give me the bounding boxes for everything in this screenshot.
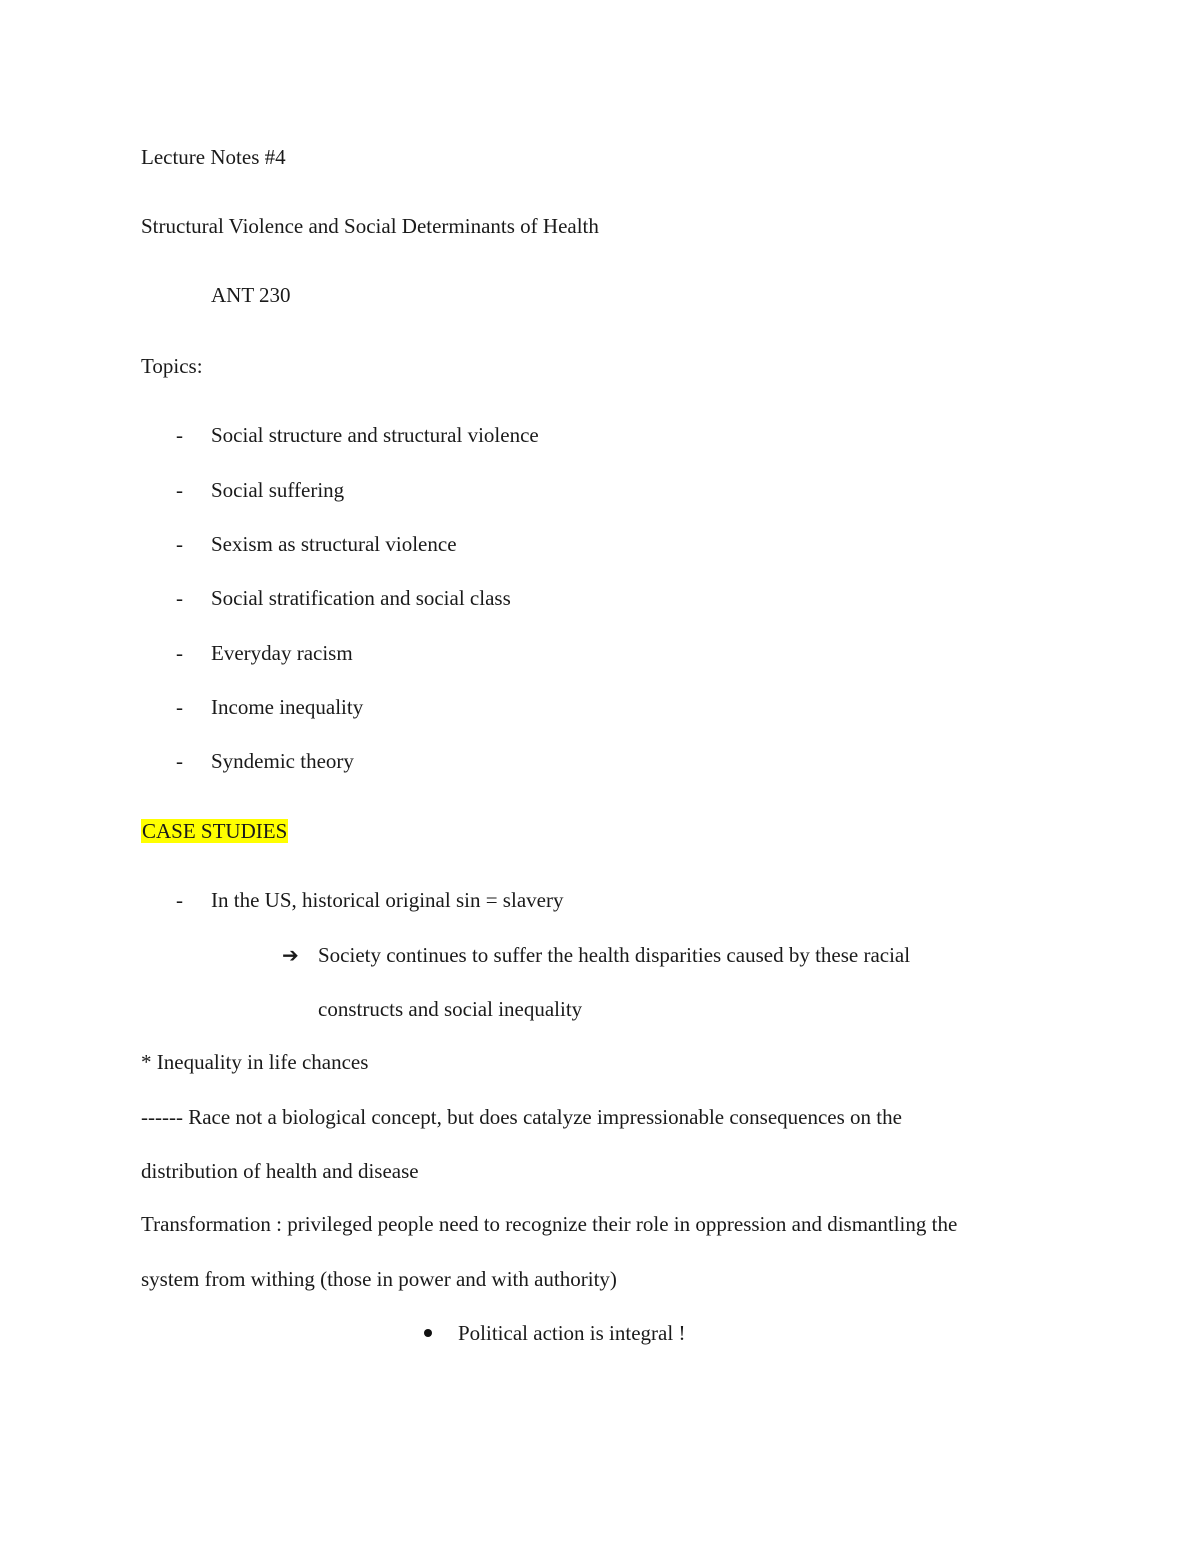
inequality-note: * Inequality in life chances [141, 1050, 369, 1074]
topic-text: Social suffering [211, 478, 345, 502]
race-note-line-2: distribution of health and disease [141, 1159, 419, 1183]
arrow-item-line-1: Society continues to suffer the health disparities caused by these racial [318, 943, 911, 967]
transformation-line-2: system from withing (those in power and with authority) [141, 1267, 617, 1291]
document-subtitle: Structural Violence and Social Determinants of Health [141, 214, 599, 238]
transformation-line-1: Transformation : privileged people need to recognize their role in oppression and dismantling the [141, 1212, 958, 1236]
dash-marker: - [176, 423, 183, 447]
course-code: ANT 230 [211, 283, 291, 307]
topic-text: Everyday racism [211, 641, 353, 665]
topic-text: Social stratification and social class [211, 586, 511, 610]
dash-marker: - [176, 695, 183, 719]
dash-marker: - [176, 641, 183, 665]
topic-text: Income inequality [211, 695, 364, 719]
topic-text: Syndemic theory [211, 749, 354, 773]
case-studies-label: CASE STUDIES [142, 819, 288, 843]
topic-text: Sexism as structural violence [211, 532, 457, 556]
bullet-dot-icon [424, 1329, 432, 1337]
arrow-item-line-2: constructs and social inequality [318, 997, 583, 1021]
political-action-text: Political action is integral ! [458, 1321, 686, 1345]
topic-text: Social structure and structural violence [211, 423, 539, 447]
race-note-line-1: ------ Race not a biological concept, but does catalyze impressionable consequences on the [141, 1105, 902, 1129]
case-studies-heading [141, 819, 288, 843]
dash-marker: - [176, 532, 183, 556]
case-item-text: In the US, historical original sin = slavery [211, 888, 564, 912]
dash-marker: - [176, 586, 183, 610]
document-title: Lecture Notes #4 [141, 145, 286, 169]
topics-label: Topics: [141, 354, 203, 378]
arrow-right-icon: ➔ [282, 943, 299, 967]
dash-marker: - [176, 478, 183, 502]
dash-marker: - [176, 888, 183, 912]
dash-marker: - [176, 749, 183, 773]
